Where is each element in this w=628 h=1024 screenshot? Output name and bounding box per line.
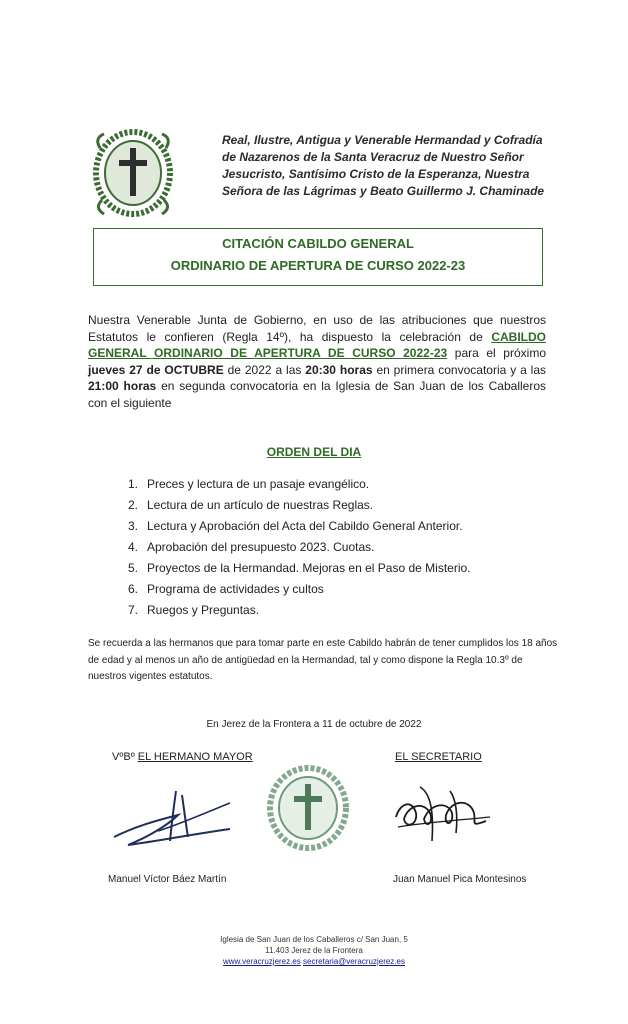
agenda-text: Lectura de un artículo de nuestras Reglas. (147, 498, 374, 512)
vb-prefix: VºBº (112, 751, 135, 763)
secretario-name: Juan Manuel Pica Montesinos (393, 874, 527, 885)
agenda-text: Proyectos de la Hermandad. Mejoras en el Paso de Misterio. (147, 561, 471, 575)
secretario-role: EL SECRETARIO (395, 751, 482, 763)
agenda-text: Lectura y Aprobación del Acta del Cabildo General Anterior. (147, 519, 463, 533)
agenda-number: 1. (127, 477, 138, 491)
agenda-number: 2. (127, 498, 138, 512)
signature-right-icon (390, 783, 495, 845)
header-line: Real, Ilustre, Antigua y Venerable Hermandad y Cofradía (222, 133, 543, 147)
first-call-time: 20:30 horas (305, 362, 373, 377)
agenda-item (110, 558, 530, 579)
second-call-time: 21:00 horas (88, 379, 157, 393)
agenda-text: Aprobación del presupuesto 2023. Cuotas. (147, 540, 375, 554)
seal-stamp-icon (266, 764, 350, 852)
agenda-text: Ruegos y Preguntas. (147, 603, 260, 617)
hermano-mayor-role: EL HERMANO MAYOR (137, 751, 253, 763)
brotherhood-name (222, 132, 562, 200)
footer-address: Iglesia de San Juan de los Caballeros c/ San Juan, 5 (220, 935, 408, 944)
agenda-number: 4. (127, 540, 138, 554)
agenda-text: Preces y lectura de un pasaje evangélico. (147, 477, 370, 491)
agenda-list (110, 474, 530, 621)
intro-text: en primera convocatoria y a las (372, 362, 546, 377)
title-line: ORDINARIO DE APERTURA DE CURSO 2022-23 (170, 258, 466, 273)
website-link[interactable]: www.veracruzjerez.es (223, 957, 301, 966)
meeting-date: jueves 27 de OCTUBRE (88, 362, 224, 377)
intro-text: Nuestra Venerable Junta de Gobierno, en uso de las atribuciones que nuestros Estatutos le confieren (Regla 14º), ha dispuesto la celebración de (88, 313, 546, 344)
footer-links (0, 956, 628, 967)
agenda-number: 6. (127, 582, 138, 596)
brotherhood-crest-icon (92, 128, 174, 218)
intro-text: para el próximo (447, 346, 546, 360)
footer (0, 934, 628, 967)
agenda-number: 5. (127, 561, 138, 575)
agenda-text: Programa de actividades y cultos (147, 582, 324, 596)
document-title-box (93, 228, 543, 286)
agenda-number: 3. (127, 519, 138, 533)
cabildo-highlight: CABILDO GENERAL ORDINARIO DE APERTURA DE CURSO 2022-23 (88, 329, 546, 360)
hermano-mayor-name: Manuel Víctor Báez Martín (108, 874, 227, 885)
agenda-item (110, 516, 530, 537)
agenda-item (110, 495, 530, 516)
hermano-mayor-label (112, 751, 253, 763)
title-line: CITACIÓN CABILDO GENERAL (222, 236, 414, 251)
intro-paragraph (88, 312, 546, 411)
agenda-item (110, 600, 530, 621)
agenda-number: 7. (127, 603, 138, 617)
reminder-note: Se recuerda a las hermanos que para tomar parte en este Cabildo habrán de tener cumplidos los 18 años de edad y al menos un año de antigüedad en la Hermandad, tal y como dispone la Regla 10.3º de nuestros vigentes estatutos. (88, 638, 558, 682)
email-link[interactable]: secretaria@veracruzjerez.es (303, 957, 405, 966)
footer-city: 11.403 Jerez de la Frontera (265, 946, 363, 955)
intro-text: en segunda convocatoria en la Iglesia de San Juan de los Caballeros con el siguiente (88, 379, 546, 410)
signature-left-icon (108, 785, 238, 855)
agenda-item (110, 579, 530, 600)
header-line: Jesucristo, Santísimo Cristo de la Esperanza, Nuestra (222, 167, 530, 181)
agenda-item (110, 537, 530, 558)
place-date: En Jerez de la Frontera a 11 de octubre de 2022 (206, 719, 422, 730)
agenda-title: ORDEN DEL DIA (266, 445, 362, 459)
agenda-item (110, 474, 530, 495)
header-line: Señora de las Lágrimas y Beato Guillermo J. Chaminade (222, 184, 545, 198)
header-line: de Nazarenos de la Santa Veracruz de Nuestro Señor (222, 150, 524, 164)
intro-text: de 2022 a las (223, 362, 306, 377)
